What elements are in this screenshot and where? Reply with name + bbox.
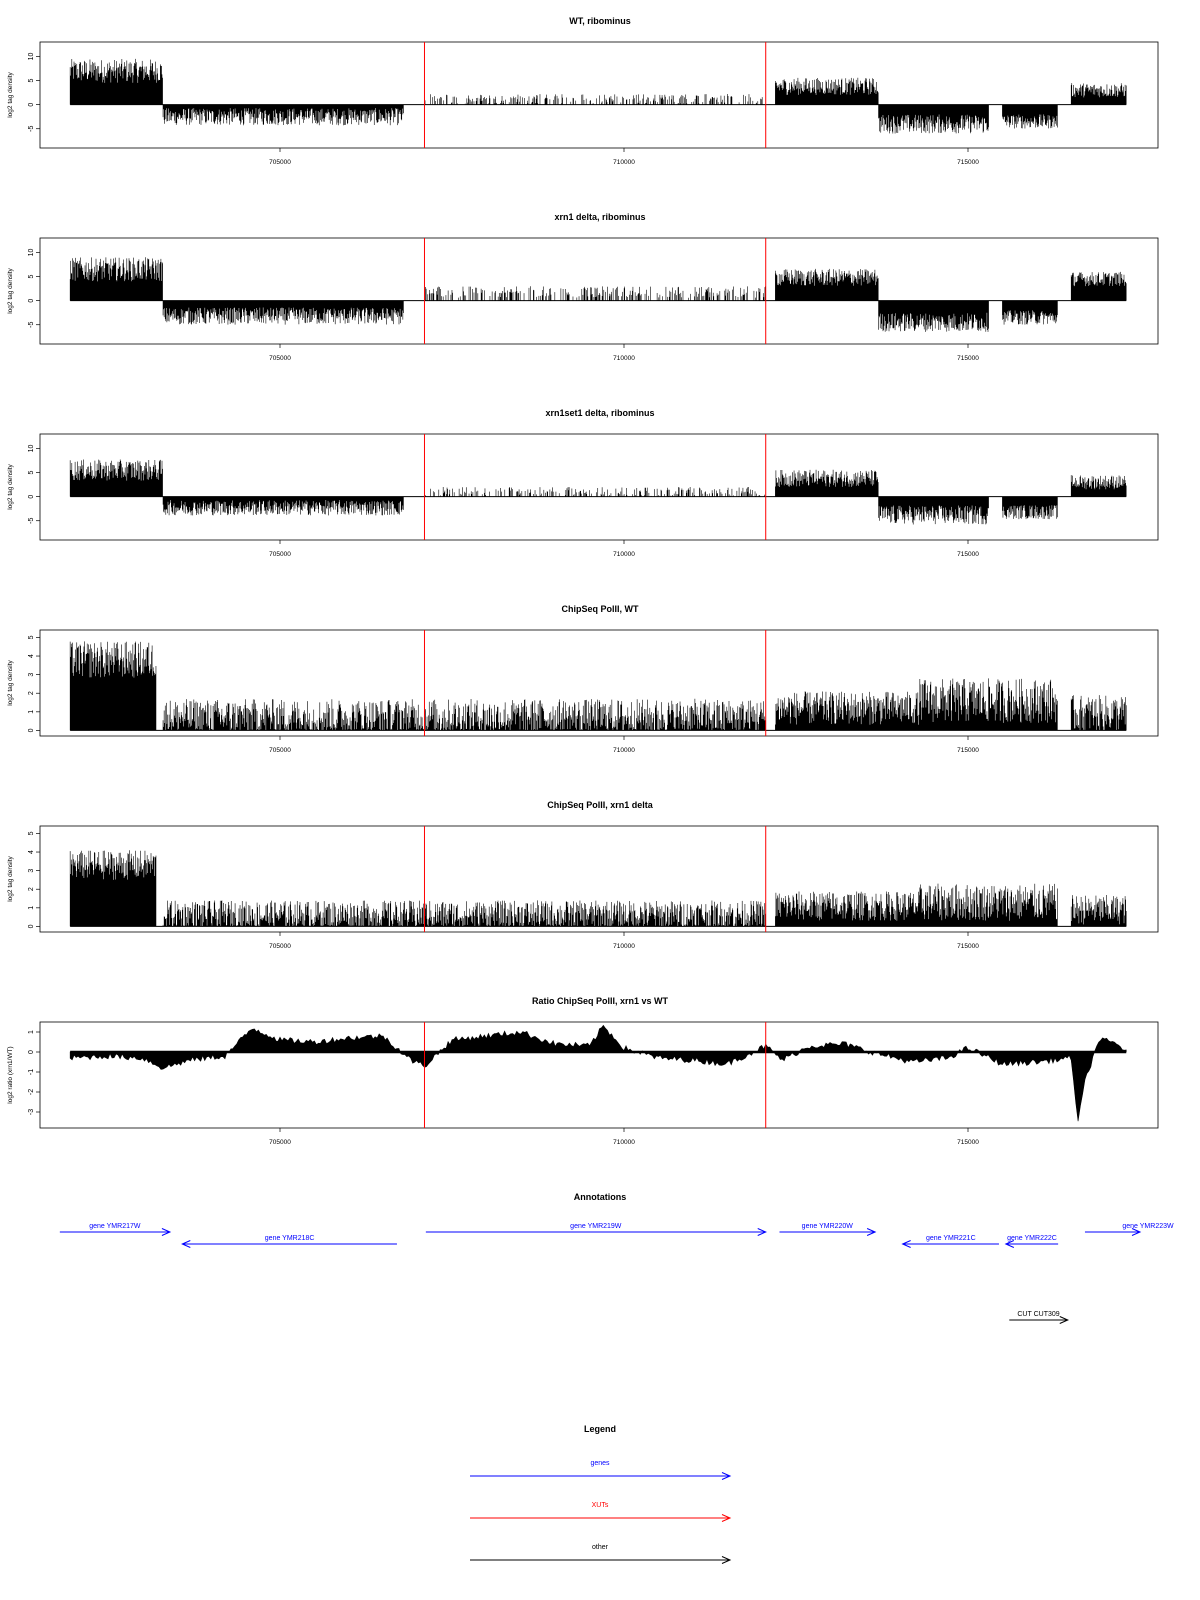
y-tick-label: 1 [28,905,35,910]
y-tick-label: 0 [28,728,35,733]
y-tick-label: 5 [28,831,35,836]
legend-item-genes [470,1460,730,1480]
y-axis [28,52,40,131]
y-tick-label: 3 [28,672,35,677]
gene-arrow [60,1223,170,1236]
legend-item-xuts [470,1502,730,1522]
gene-arrow [903,1235,999,1248]
data-marks [70,59,1126,134]
x-tick-label: 715000 [957,747,979,754]
y-tick-label: 0 [28,1050,35,1054]
x-tick-label: 715000 [957,1139,979,1146]
x-axis [269,932,979,950]
chart-panel-1 [7,16,1158,166]
gene-arrow [1085,1223,1174,1236]
y-axis [28,831,40,928]
y-axis-label: log2 tag density [7,660,14,706]
y-tick-label: 5 [28,470,35,475]
density-bars [70,641,1126,730]
panel-title: ChipSeq PolII, xrn1 delta [547,800,653,810]
y-tick-label: -3 [28,1108,35,1116]
gene-arrow [182,1235,397,1248]
gene-arrow [779,1223,875,1236]
plot-frame [40,42,1158,148]
y-tick-label: 3 [28,868,35,873]
density-bars [70,460,1126,525]
other-arrow [1009,1311,1067,1324]
panel-title: WT, ribominus [569,16,631,26]
gene-label: gene YMR222C [1007,1235,1057,1242]
gene-label: gene YMR223W [1122,1223,1174,1230]
y-tick-label: 10 [28,248,35,257]
legend-title: Legend [583,1424,617,1434]
x-axis [269,148,979,166]
y-axis-label: log2 tag density [7,464,14,510]
x-tick-label: 705000 [269,551,291,558]
x-tick-label: 705000 [269,1139,291,1146]
data-marks [70,257,1126,332]
y-axis-label: log2 tag density [7,268,14,314]
panel-title: xrn1 delta, ribominus [554,212,646,222]
y-tick-label: 0 [28,924,35,929]
legend-label: XUTs [591,1502,609,1509]
chart-panel-2 [7,212,1158,362]
data-marks [70,850,1126,926]
x-tick-label: 705000 [269,159,291,166]
y-tick-label: -5 [28,321,35,328]
y-tick-label: -1 [28,1068,35,1076]
y-axis [28,444,40,523]
y-tick-label: 4 [28,850,35,854]
plot-frame [40,238,1158,344]
x-tick-label: 715000 [957,355,979,362]
y-tick-label: 0 [28,494,35,499]
gene-label: gene YMR217W [89,1223,141,1230]
density-bars [70,257,1126,332]
y-tick-label: 0 [28,298,35,303]
panel-title: Ratio ChipSeq PolII, xrn1 vs WT [531,996,669,1006]
x-tick-label: 705000 [269,747,291,754]
legend-label: genes [590,1460,610,1467]
y-tick-label: -5 [28,517,35,524]
x-tick-label: 715000 [957,551,979,558]
x-axis [269,344,979,362]
gene-arrow [426,1223,766,1236]
x-tick-label: 710000 [613,943,635,950]
y-tick-label: 10 [28,444,35,453]
annotations-panel [60,1192,1174,1324]
legend [470,1424,730,1564]
legend-item-other [470,1544,730,1564]
y-tick-label: -2 [28,1088,35,1096]
gene-label: gene YMR218C [264,1235,315,1242]
gene-label: gene YMR219W [570,1223,622,1230]
x-tick-label: 710000 [613,747,635,754]
x-tick-label: 710000 [613,355,635,362]
y-axis [28,635,40,732]
y-axis-label: log2 tag density [7,72,14,118]
plot-frame [40,434,1158,540]
legend-label: other [592,1544,608,1551]
panel-title: xrn1set1 delta, ribominus [545,408,655,418]
chart-panel-5 [7,800,1158,950]
density-bars [70,850,1126,926]
y-axis-label: log2 tag density [7,856,14,902]
y-tick-label: 4 [28,654,35,658]
y-axis [28,1030,40,1115]
chart-panel-3 [7,408,1158,558]
y-axis-label: log2 ratio (xrn1/WT) [7,1046,14,1104]
x-tick-label: 710000 [613,1139,635,1146]
y-tick-label: 10 [28,52,35,61]
y-tick-label: 2 [28,887,35,892]
x-tick-label: 715000 [957,943,979,950]
y-tick-label: 1 [28,709,35,714]
y-axis [28,248,40,327]
y-tick-label: 5 [28,78,35,83]
data-marks [70,460,1126,525]
x-tick-label: 710000 [613,159,635,166]
density-bars [70,59,1126,134]
gene-label: gene YMR221C [925,1235,976,1242]
ratio-area [70,1025,1126,1121]
y-tick-label: 2 [28,691,35,696]
data-marks [70,1025,1126,1121]
data-marks [70,641,1126,730]
chart-panel-6 [7,996,1158,1146]
y-tick-label: 5 [28,635,35,640]
x-tick-label: 705000 [269,355,291,362]
y-tick-label: -5 [28,125,35,132]
y-tick-label: 1 [28,1030,35,1034]
x-tick-label: 710000 [613,551,635,558]
y-tick-label: 5 [28,274,35,279]
panel-title: ChipSeq PolII, WT [561,604,639,614]
chart-panel-4 [7,604,1158,754]
y-tick-label: 0 [28,102,35,107]
x-tick-label: 715000 [957,159,979,166]
x-axis [269,540,979,558]
x-axis [269,1128,979,1146]
gene-arrow [1006,1235,1058,1248]
x-axis [269,736,979,754]
gene-label: gene YMR220W [801,1223,853,1230]
other-label: CUT CUT309 [1017,1311,1060,1318]
x-tick-label: 705000 [269,943,291,950]
annotations-title: Annotations [573,1192,627,1202]
